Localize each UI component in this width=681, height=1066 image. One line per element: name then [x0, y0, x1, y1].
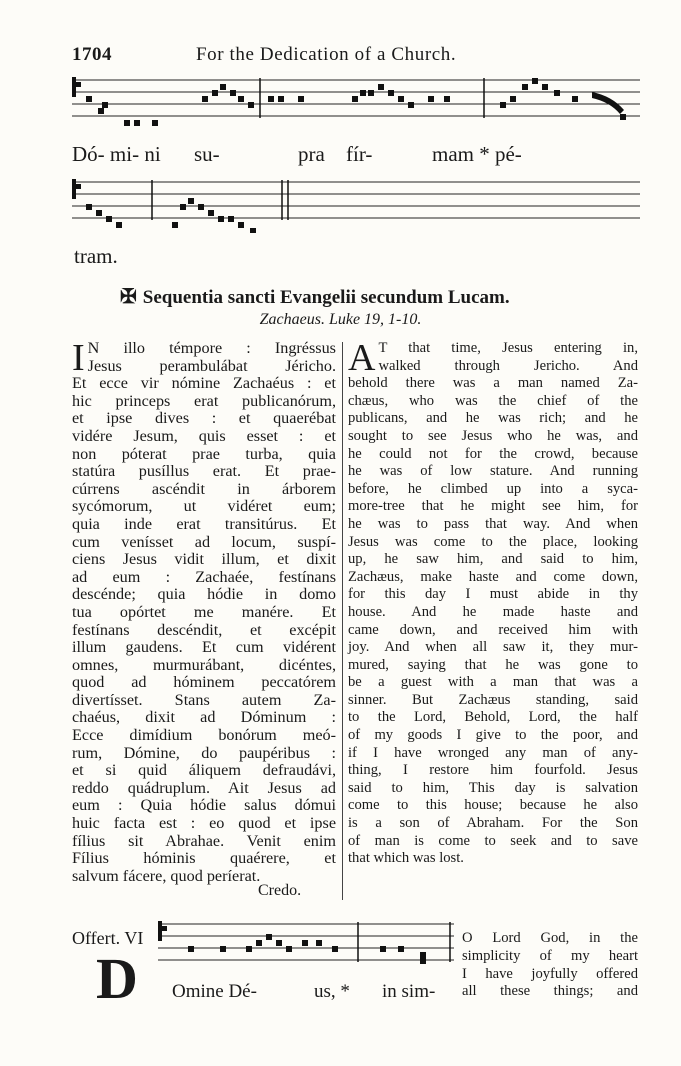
page-number: 1704 — [72, 44, 112, 65]
text-line: of my goods I give to the poor, and — [348, 727, 638, 744]
text-line: joy. And when all saw it, they mur- — [348, 639, 638, 656]
lyric-syllable: mam * pé- — [432, 142, 522, 166]
text-line: ciens Jesus vidit illum, et dixit — [72, 550, 336, 569]
running-title: For the Dedication of a Church. — [196, 44, 457, 65]
text-line: house. And he made haste and — [348, 603, 638, 620]
text-line: chæus, who was the chief of the — [348, 392, 638, 409]
text-line: mured, saying that he was gone to — [348, 656, 638, 673]
column-divider — [342, 342, 343, 900]
gospel-heading-text: Sequentia sancti Evangelii secundum Lucam. — [142, 287, 510, 308]
page-header — [72, 44, 642, 68]
text-line: vidére Jesum, quis esset : et — [72, 426, 336, 445]
text-line: cúrrens ascéndit in árborem — [72, 479, 336, 498]
chant-staff-2 — [72, 176, 644, 234]
lyric-syllable: tram. — [74, 244, 118, 268]
text-line: Zachæus, make haste and come down, — [348, 568, 638, 585]
text-line: ad eum : Zachaée, festínans — [72, 567, 336, 586]
text-line: reddo quádruplum. Ait Jesus ad — [72, 778, 336, 797]
gospel-heading — [120, 284, 600, 309]
text-line: walked through Jericho. And — [378, 357, 638, 374]
text-line: sinner. But Zachæus standing, said — [348, 691, 638, 708]
lyric-syllable: pra — [298, 142, 325, 166]
text-line: thing, I restore him fourfold. Jesus — [348, 762, 638, 779]
text-line: of man is come to seek and to save — [348, 832, 638, 849]
cross-icon: ✠ — [120, 286, 137, 308]
text-line: Jesus perambulábat Jéricho. — [87, 356, 336, 375]
text-line: hic princeps erat publicanórum, — [72, 391, 336, 410]
chant-staff-1 — [72, 74, 644, 132]
text-line: sought to see Jesus who he was, and — [348, 427, 638, 444]
lyric-syllable: fír- — [346, 142, 373, 166]
text-line: quod ad hóminem peccatórem — [72, 673, 336, 692]
text-line: divertísset. Stans autem Za- — [72, 690, 336, 709]
text-line: came down, and received him with — [348, 621, 638, 638]
text-line: eum : Quia hódie salus dómui — [72, 796, 336, 815]
text-line: statúra pusíllus erat. Et prae- — [72, 462, 336, 481]
text-line: illum gaudens. Et cum vidérent — [72, 638, 336, 657]
text-line: to the Lord, Behold, Lord, the half — [348, 709, 638, 726]
text-line: fílius sit Abrahae. Venit enim — [72, 831, 336, 850]
text-line: O Lord God, in the — [462, 930, 638, 946]
lyric-syllable: Dó- mi- ni — [72, 142, 161, 166]
text-line: sycómorum, ut vidéret eum; — [72, 497, 336, 516]
text-line: come to this house; because he also — [348, 797, 638, 814]
latin-column — [72, 337, 336, 885]
chant-lyrics-2 — [72, 244, 652, 274]
text-line: cum venísset ad locum, suspí- — [72, 532, 336, 551]
text-line: salvum fácere, quod períerat. — [72, 866, 261, 885]
text-line: I have joyfully offered — [462, 965, 638, 982]
text-line: all these things; and — [462, 983, 638, 1000]
text-line: publicans, and he was rich; and he — [348, 410, 638, 427]
text-line: that which was lost. — [348, 850, 464, 867]
text-line: N illo témpore : Ingréssus — [87, 339, 336, 357]
text-line: chaéus, dixit ad Dóminum : — [72, 708, 336, 727]
text-line: T that time, Jesus entering in, — [378, 340, 638, 356]
text-line: descénde; quia hódie in domo — [72, 585, 336, 604]
offertory-initial: D — [96, 946, 138, 1011]
offertory-label: Offert. VI — [72, 928, 144, 948]
text-line: said to him, This day is salvation — [348, 779, 638, 796]
text-line: huic facta est : eo quod et ipse — [72, 814, 336, 833]
text-line: he could not for the crowd, because — [348, 445, 638, 462]
credo-label: Credo. — [258, 882, 302, 899]
text-line: Ecce dimídium bonórum meó- — [72, 726, 336, 745]
text-line: Jesus was come to the place, looking — [348, 533, 638, 550]
english-column — [348, 337, 638, 868]
text-line: tua opórtet me manére. Et — [72, 602, 336, 621]
english-dropcap: A — [348, 337, 376, 379]
text-line: before, he climbed up into a syca- — [348, 480, 638, 497]
chant-lyrics-1 — [72, 142, 652, 172]
text-line: Et ecce vir nómine Zachaéus : et — [72, 374, 336, 393]
text-line: is a son of Abraham. For the Son — [348, 815, 638, 832]
lyric-syllable: in sim- — [382, 981, 436, 1002]
text-line: et si quid áliquem defraudávi, — [72, 761, 336, 780]
offertory-staff — [158, 918, 458, 976]
text-line: omnes, murmurábant, dicéntes, — [72, 655, 336, 674]
text-line: rum, Dómine, do paupéribus : — [72, 743, 336, 762]
text-line: festínans descéndit, et excépit — [72, 620, 336, 639]
latin-dropcap: I — [72, 337, 85, 379]
gospel-subtitle: Zachaeus. Luke 19, 1-10. — [259, 311, 422, 328]
text-line: if I have wronged any man of any- — [348, 744, 638, 761]
lyric-syllable: Omine Dé- — [172, 981, 257, 1002]
text-line: et ipse dives : et quaerébat — [72, 409, 336, 428]
text-line: Fílius hóminis quaérere, et — [72, 849, 336, 868]
offertory-translation — [462, 930, 638, 1001]
lyric-syllable: us, * — [314, 981, 350, 1002]
text-line: more-tree that he might see him, for — [348, 498, 638, 515]
lyric-syllable: su- — [194, 142, 220, 166]
text-line: quia inde erat transitúrus. Et — [72, 514, 336, 533]
text-line: up, he saw him, and said to him, — [348, 551, 638, 568]
text-line: he was to pass that way. And when — [348, 515, 638, 532]
offertory-lyrics — [172, 981, 462, 1007]
text-line: for this day I must abide in thy — [348, 586, 638, 603]
text-line: simplicity of my heart — [462, 947, 638, 964]
text-line: be a guest with a man that was a — [348, 674, 638, 691]
text-line: he was of low stature. And running — [348, 463, 638, 480]
text-line: behold there was a man named Za- — [348, 375, 638, 392]
text-line: non póterat prae turba, quia — [72, 444, 336, 463]
